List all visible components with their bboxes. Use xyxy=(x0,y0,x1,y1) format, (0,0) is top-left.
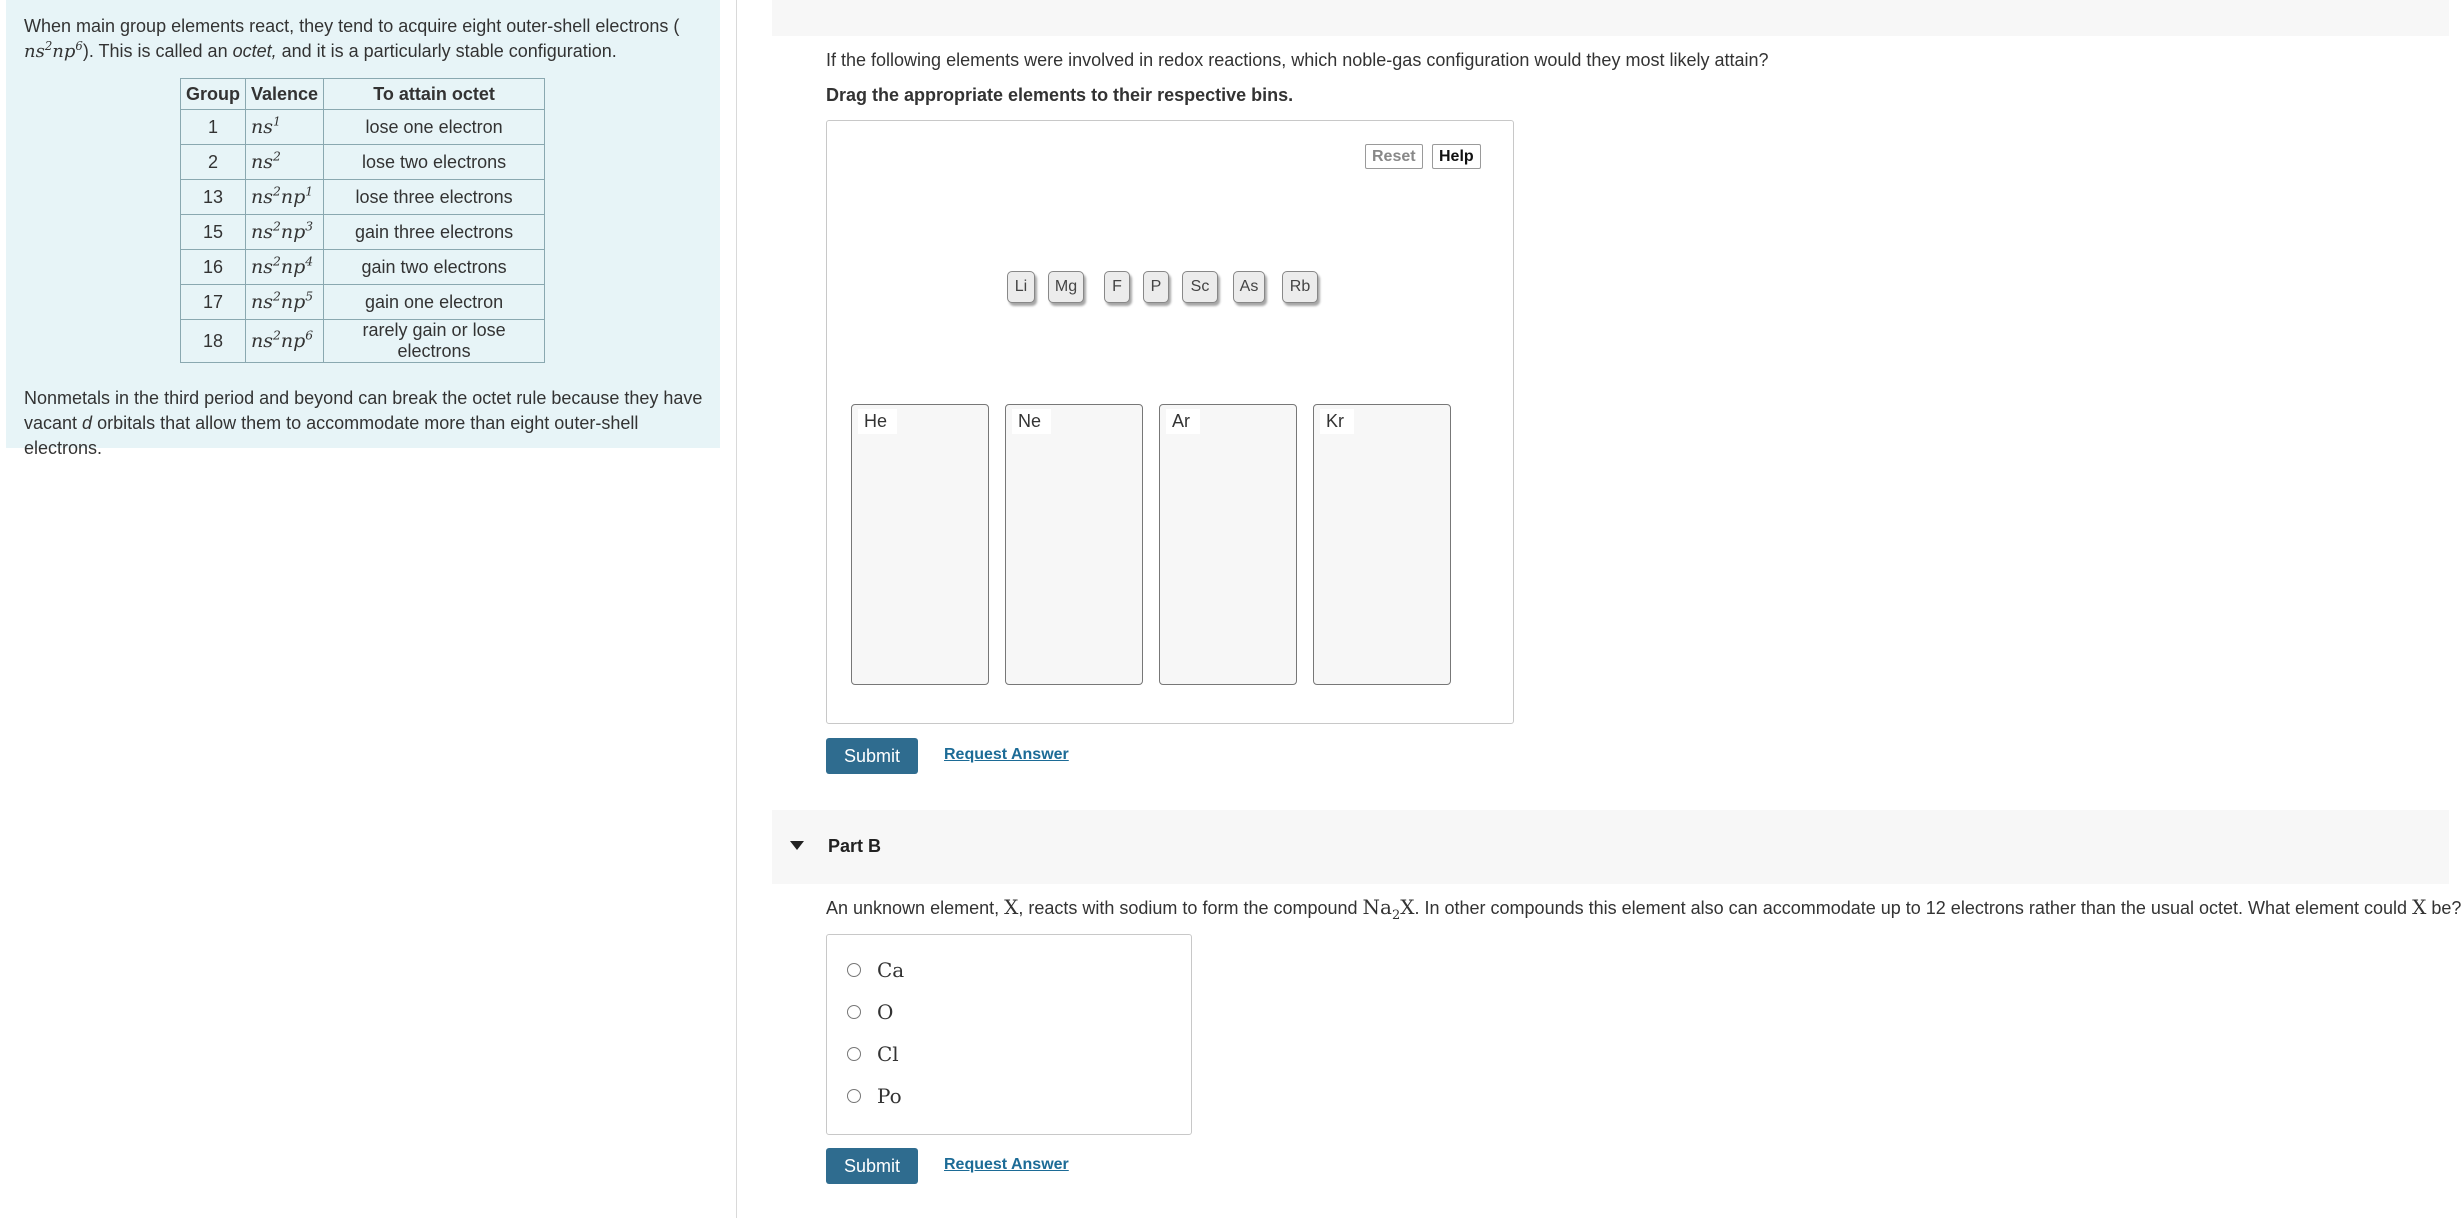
valence-cell: $ns^2np^6$ xyxy=(246,320,324,363)
header-group: Group xyxy=(181,79,246,110)
group-cell: 13 xyxy=(181,180,246,215)
part-a-request-answer-link[interactable]: Request Answer xyxy=(944,746,1069,763)
radio-button[interactable] xyxy=(847,1005,861,1019)
option-label: O xyxy=(877,1000,894,1024)
bin-he[interactable] xyxy=(851,404,989,685)
note-text: Nonmetals in the third period and beyond can break the octet rule because they have vacant d orbitals that allow them to accommodate more than eight outer-shell electrons. xyxy=(24,388,703,458)
option-ca[interactable] xyxy=(847,955,904,985)
compound-formula: $Na_2X$ xyxy=(1362,895,1415,923)
part-b-title: Part B xyxy=(828,836,882,856)
octet-cell: lose one electron xyxy=(324,110,545,145)
bin-ne[interactable] xyxy=(1005,404,1143,685)
part-a-question: If the following elements were involved in redox reactions, which noble-gas configuration would they most likely attain? xyxy=(826,50,1769,70)
valence-cell: $ns^2np^5$ xyxy=(246,285,324,320)
group-cell: 2 xyxy=(181,145,246,180)
valence-cell: $ns^2np^3$ xyxy=(246,215,324,250)
intro-text-part: When main group elements react, they tend to acquire eight outer-shell electrons ( xyxy=(24,16,680,36)
octet-cell: lose three electrons xyxy=(324,180,545,215)
octet-cell: lose two electrons xyxy=(324,145,545,180)
group-cell: 16 xyxy=(181,250,246,285)
group-cell: 15 xyxy=(181,215,246,250)
option-cl[interactable] xyxy=(847,1039,899,1069)
intro-text xyxy=(24,14,702,64)
bin-label: He xyxy=(858,409,897,434)
element-chip-sc[interactable]: Sc xyxy=(1182,271,1218,303)
part-b-request-answer-link[interactable]: Request Answer xyxy=(944,1156,1069,1173)
intro-text-part: ). This is called an xyxy=(82,41,233,61)
part-a-submit-button[interactable]: Submit xyxy=(826,738,918,774)
table-row xyxy=(181,285,545,320)
option-label: Cl xyxy=(877,1042,899,1066)
octet-table xyxy=(180,78,545,363)
element-chip-f[interactable]: F xyxy=(1104,271,1130,303)
group-cell: 17 xyxy=(181,285,246,320)
d-orbital-term: d xyxy=(82,413,93,433)
group-cell: 18 xyxy=(181,320,246,363)
table-row xyxy=(181,215,545,250)
option-o[interactable] xyxy=(847,997,893,1027)
bin-label: Ar xyxy=(1166,409,1200,434)
option-po[interactable] xyxy=(847,1081,902,1111)
collapse-triangle-icon[interactable] xyxy=(790,841,804,850)
option-label: Ca xyxy=(877,958,905,982)
valence-cell: $ns^2np^4$ xyxy=(246,250,324,285)
reset-button[interactable]: Reset xyxy=(1365,144,1423,169)
radio-button[interactable] xyxy=(847,1089,861,1103)
radio-button[interactable] xyxy=(847,1047,861,1061)
table-row xyxy=(181,110,545,145)
x-symbol: X xyxy=(2412,895,2427,919)
answer-options xyxy=(826,934,1192,1135)
part-b-submit-button[interactable]: Submit xyxy=(826,1148,918,1184)
bin-ar[interactable] xyxy=(1159,404,1297,685)
header-octet: To attain octet xyxy=(324,79,545,110)
valence-cell: $ns^2np^1$ xyxy=(246,180,324,215)
element-chip-as[interactable]: As xyxy=(1233,271,1265,303)
bin-kr[interactable] xyxy=(1313,404,1451,685)
header-valence: Valence xyxy=(246,79,324,110)
table-row xyxy=(181,250,545,285)
bin-label: Kr xyxy=(1320,409,1354,434)
element-chip-li[interactable]: Li xyxy=(1007,271,1035,303)
x-symbol: X xyxy=(1004,895,1019,919)
option-label: Po xyxy=(877,1084,902,1108)
intro-text-part: and it is a particularly stable configuration. xyxy=(276,41,617,61)
element-chip-rb[interactable]: Rb xyxy=(1282,271,1318,303)
table-row xyxy=(181,180,545,215)
drag-drop-area xyxy=(826,120,1514,724)
help-button[interactable]: Help xyxy=(1432,144,1481,169)
part-a-instruction: Drag the appropriate elements to their respective bins. xyxy=(826,85,1294,105)
element-chip-p[interactable]: P xyxy=(1143,271,1169,303)
table-row xyxy=(181,145,545,180)
panel-divider xyxy=(736,0,737,1218)
valence-cell: $ns^2$ xyxy=(246,145,324,180)
octet-term: octet, xyxy=(232,41,277,61)
part-a-header-band xyxy=(772,0,2449,36)
radio-button[interactable] xyxy=(847,963,861,977)
group-cell: 1 xyxy=(181,110,246,145)
table-body xyxy=(181,110,545,363)
config-formula: $ns^2np^6$ xyxy=(24,39,83,62)
info-panel xyxy=(6,0,720,458)
table-header-row xyxy=(181,79,545,110)
table-row xyxy=(181,320,545,363)
valence-cell: $ns^1$ xyxy=(246,110,324,145)
part-b-question: An unknown element, X, reacts with sodium to form the compound $Na_2X$. In other compounds this element also can accommodate up to 12 electrons rather than the usual octet. What element could X be? xyxy=(826,895,2461,923)
bin-label: Ne xyxy=(1012,409,1051,434)
octet-cell: gain two electrons xyxy=(324,250,545,285)
octet-cell: rarely gain or lose electrons xyxy=(324,320,545,363)
part-b-header[interactable] xyxy=(772,810,2449,884)
octet-cell: gain one electron xyxy=(324,285,545,320)
octet-cell: gain three electrons xyxy=(324,215,545,250)
element-chip-mg[interactable]: Mg xyxy=(1048,271,1084,303)
